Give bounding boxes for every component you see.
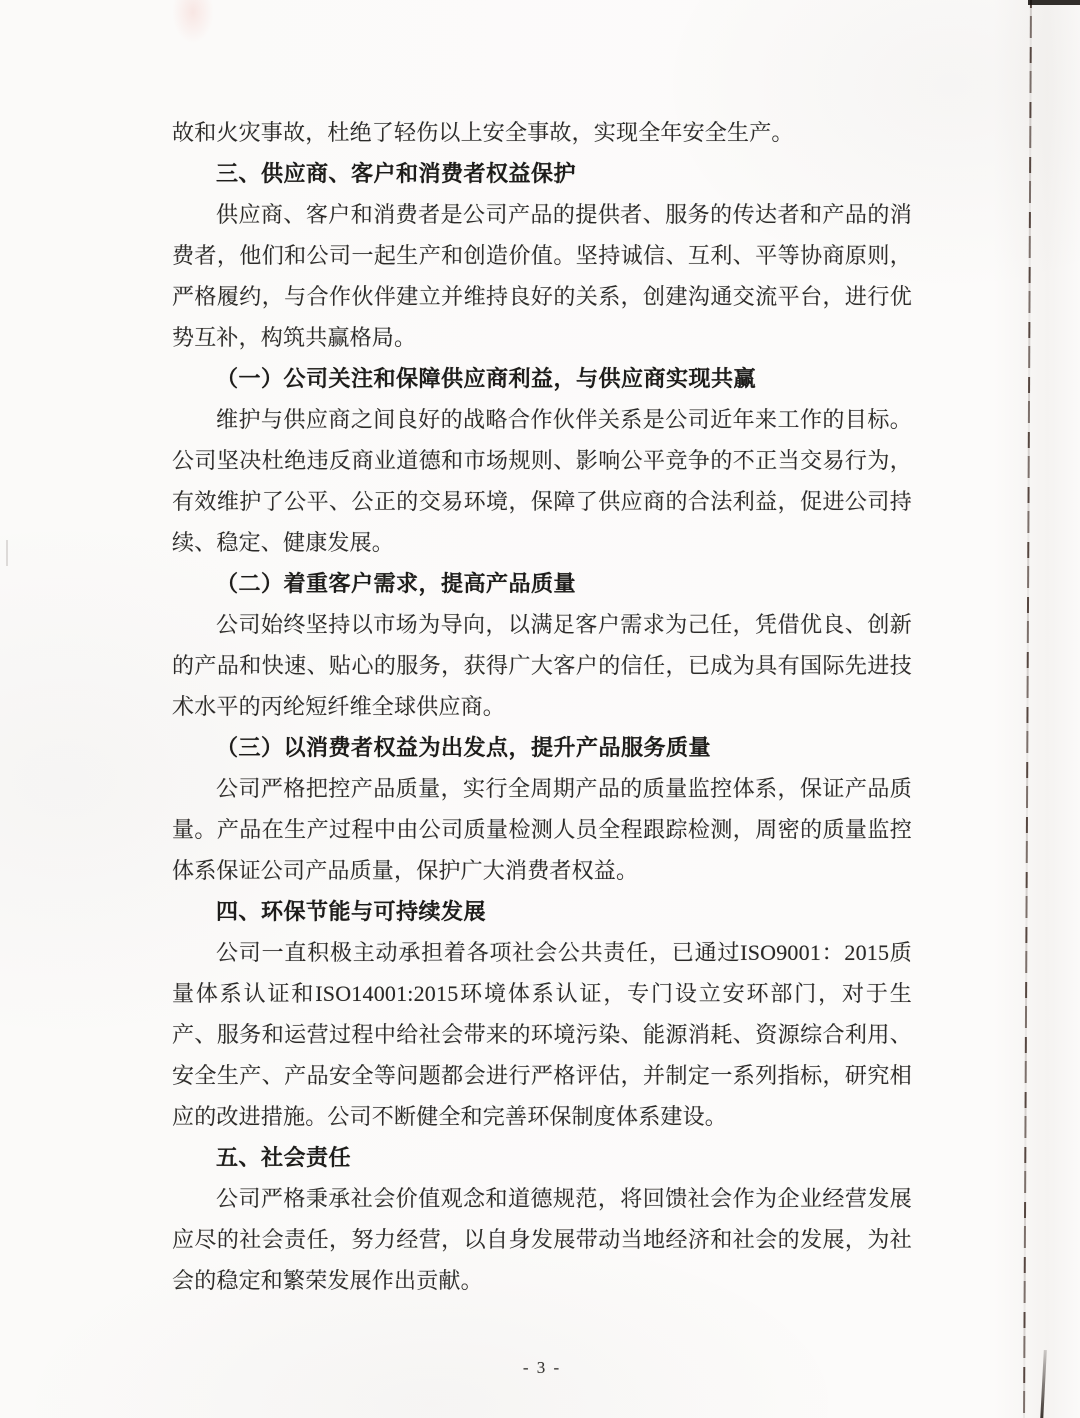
section-heading: 三、供应商、客户和消费者权益保护: [216, 161, 577, 186]
paragraph: 公司始终坚持以市场为导向，以满足客户需求为己任，凭借优良、创新的产品和快速、贴心的服务，获得广大客户的信任，已成为具有国际先进技术水平的丙纶短纤维全球供应商。: [172, 612, 912, 719]
document-body: [172, 112, 912, 1301]
page-number: - 3 -: [522, 1358, 562, 1377]
scan-edge-line: [1023, 0, 1032, 1418]
paragraph: 供应商、客户和消费者是公司产品的提供者、服务的传达者和产品的消费者，他们和公司一起生产和创造价值。坚持诚信、互利、平等协商原则，严格履约，与合作伙伴建立并维持良好的关系，创建沟通交流平台，进行优势互补，构筑共赢格局。: [172, 202, 912, 350]
scan-speck: [6, 540, 8, 566]
section-heading: （一）公司关注和保障供应商利益，与供应商实现共赢: [216, 366, 757, 391]
paragraph: 维护与供应商之间良好的战略合作伙伴关系是公司近年来工作的目标。公司坚决杜绝违反商业道德和市场规则、影响公平竞争的不正当交易行为，有效维护了公平、公正的交易环境，保障了供应商的合法利益，促进公司持续、稳定、健康发展。: [172, 407, 912, 555]
paragraph: 故和火灾事故，杜绝了轻伤以上安全事故，实现全年安全生产。: [172, 120, 794, 145]
section-heading: （三）以消费者权益为出发点，提升产品服务质量: [216, 735, 712, 760]
scan-corner-mark-top: [1028, 0, 1080, 5]
paragraph: 公司严格把控产品质量，实行全周期产品的质量监控体系，保证产品质量。产品在生产过程中由公司质量检测人员全程跟踪检测，周密的质量监控体系保证公司产品质量，保护广大消费者权益。: [172, 776, 912, 883]
section-heading: 五、社会责任: [216, 1145, 352, 1170]
scan-mark-bottom-right: [1040, 1350, 1047, 1418]
section-heading: 四、环保节能与可持续发展: [216, 899, 487, 924]
paragraph: 公司严格秉承社会价值观念和道德规范，将回馈社会作为企业经营发展应尽的社会责任，努力经营，以自身发展带动当地经济和社会的发展，为社会的稳定和繁荣发展作出贡献。: [172, 1186, 912, 1293]
paragraph: 公司一直积极主动承担着各项社会公共责任，已通过ISO9001：2015质量体系认证和ISO14001:2015环境体系认证，专门设立安环部门，对于生产、服务和运营过程中给社会带来的环境污染、能源消耗、资源综合利用、安全生产、产品安全等问题都会进行严格评估，并制定一系列指标，研究相应的改进措施。公司不断健全和完善环保制度体系建设。: [172, 940, 912, 1129]
section-heading: （二）着重客户需求，提高产品质量: [216, 571, 577, 596]
